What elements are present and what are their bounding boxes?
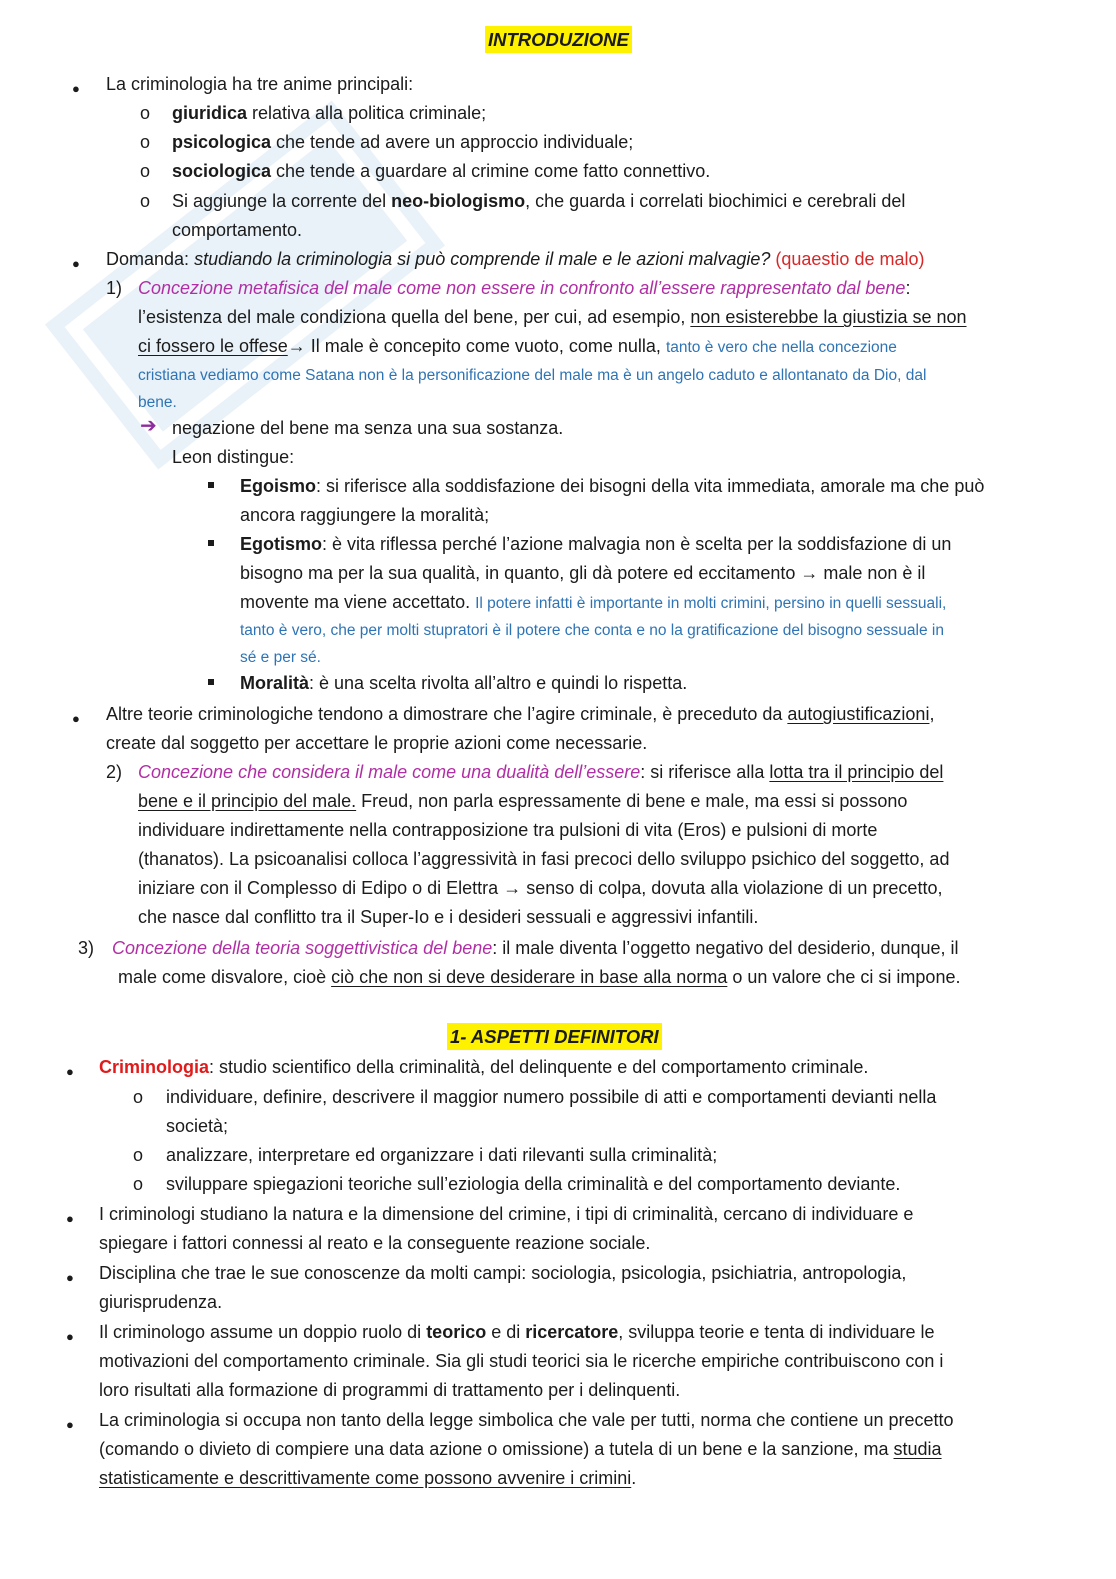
concept-2-heading: Concezione che considera il male come una dualità dell’essere: si riferisce alla lotta tra il principio del [138,762,944,782]
altre-teorie: Altre teorie criminologiche tendono a dimostrare che l’agire criminale, è preceduto da autogiustificazioni, [106,704,935,724]
arrow-icon: → [800,563,819,583]
concept-3-heading: Concezione della teoria soggettivistica del bene: il male diventa l’oggetto negativo del desiderio, dunque, il [112,938,959,958]
circle-bullet-icon: o [140,103,151,123]
list-number: 2) [106,762,123,782]
concept-1-note: bene. [138,394,177,411]
concept-1-heading: Concezione metafisica del male come non essere in confronto all’essere rappresentato dal bene: [138,278,911,298]
bullet-icon: ● [72,256,80,271]
concept-2-text: che nasce dal conflitto tra il Super-Io e i desideri sessuali e aggressivi infantili. [138,907,759,927]
square-bullet-icon [208,482,214,488]
criminologia-sub-1: individuare, definire, descrivere il maggior numero possibile di atti e comportamenti devianti nella [166,1087,937,1107]
bullet-icon: ● [72,81,80,96]
egoismo-item-cont: ancora raggiungere la moralità; [240,505,490,525]
legge-paragraph-cont: statisticamente e descrittivamente come possono avvenire i crimini. [99,1468,637,1488]
square-bullet-icon [208,540,214,546]
intro-item-anime: La criminologia ha tre anime principali: [106,74,414,94]
egotismo-note: tanto è vero, che per molti stupratori è il potere che conta e no la gratificazione del bisogno sessuale in [240,622,944,639]
criminologi-paragraph: I criminologi studiano la natura e la dimensione del crimine, i tipi di criminalità, cercano di individuare e [99,1204,914,1224]
section-1-title: 1- ASPETTI DEFINITORI [447,1023,662,1050]
concept-3-text: male come disvalore, cioè ciò che non si deve desiderare in base alla norma o un valore che ci si impone. [118,967,961,987]
concept-1-text: ci fossero le offese→ Il male è concepito come vuoto, come nulla, tanto è vero che nella concezione [138,336,897,356]
circle-bullet-icon: o [133,1145,144,1165]
egotismo-item-cont: movente ma viene accettato. Il potere infatti è importante in molti crimini, persino in quelli sessuali, [240,592,947,612]
altre-teorie-cont: create dal soggetto per accettare le proprie azioni come necessarie. [106,733,648,753]
list-number: 1) [106,278,123,298]
concept-1-text: l’esistenza del male condiziona quella del bene, per cui, ad esempio, non esisterebbe la giustizia se non [138,307,967,327]
criminologia-sub-3: sviluppare spiegazioni teoriche sull’eziologia della criminalità e del comportamento deviante. [166,1174,901,1194]
list-number: 3) [78,938,95,958]
arrow-icon: → [287,336,306,356]
circle-bullet-icon: o [140,161,151,181]
egoismo-item: Egoismo: si riferisce alla soddisfazione dei bisogni della vita immediata, amorale ma che può [240,476,985,496]
sub-item-neobiologismo-cont: comportamento. [172,220,303,240]
bullet-icon: ● [72,711,80,726]
egotismo-item-cont: bisogno ma per la sua qualità, in quanto, gli dà potere ed eccitamento → male non è il [240,563,926,583]
bullet-icon: ● [66,1064,74,1079]
legge-paragraph: La criminologia si occupa non tanto della legge simbolica che vale per tutti, norma che contiene un precetto [99,1410,954,1430]
concept-2-text: iniziare con il Complesso di Edipo o di Elettra → senso di colpa, dovuta alla violazione di un precetto, [138,878,943,898]
disciplina-paragraph-cont: giurisprudenza. [99,1292,223,1312]
sub-item-psicologica: psicologica che tende ad avere un approccio individuale; [172,132,634,152]
criminologo-paragraph-cont: loro risultati alla formazione di programmi di trattamento per i delinquenti. [99,1380,681,1400]
bullet-icon: ● [66,1417,74,1432]
disciplina-paragraph: Disciplina che trae le sue conoscenze da molti campi: sociologia, psicologia, psichiatria, antropologia, [99,1263,907,1283]
concept-1-negazione: negazione del bene ma senza una sua sostanza. [172,418,564,438]
bullet-icon: ● [66,1329,74,1344]
criminologi-paragraph-cont: spiegare i fattori connessi al reato e la conseguente reazione sociale. [99,1233,651,1253]
concept-2-text: individuare indirettamente nella contrapposizione tra pulsioni di vita (Eros) e pulsioni di morte [138,820,878,840]
square-bullet-icon [208,679,214,685]
criminologia-sub-2: analizzare, interpretare ed organizzare i dati rilevanti sulla criminalità; [166,1145,718,1165]
leon-distingue: Leon distingue: [172,447,295,467]
concept-2-text: bene e il principio del male. Freud, non parla espressamente di bene e male, ma essi si possono [138,791,908,811]
circle-bullet-icon: o [140,132,151,152]
sub-item-sociologica: sociologica che tende a guardare al crimine come fatto connettivo. [172,161,711,181]
concept-1-note: cristiana vediamo come Satana non è la personificazione del male ma è un angelo caduto e allontanato da Dio, dal [138,367,927,384]
bullet-icon: ● [66,1270,74,1285]
criminologo-paragraph: Il criminologo assume un doppio ruolo di teorico e di ricercatore, sviluppa teorie e tenta di individuare le [99,1322,935,1342]
legge-paragraph-cont: (comando o divieto di compiere una data azione o omissione) a tutela di un bene e la sanzione, ma studia [99,1439,942,1459]
circle-bullet-icon: o [133,1174,144,1194]
right-arrow-icon: ➔ [140,415,157,437]
moralita-item: Moralità: è una scelta rivolta all’altro e quindi lo rispetta. [240,673,688,693]
egotismo-note: sé e per sé. [240,649,321,666]
criminologia-sub-1-cont: società; [166,1116,229,1136]
criminologo-paragraph-cont: motivazioni del comportamento criminale. Sia gli studi teorici sia le ricerche empiriche contribuiscono con i [99,1351,944,1371]
criminologia-definition: Criminologia: studio scientifico della criminalità, del delinquente e del comportamento criminale. [99,1057,869,1077]
circle-bullet-icon: o [133,1087,144,1107]
sub-item-neobiologismo: Si aggiunge la corrente del neo-biologismo, che guarda i correlati biochimici e cerebrali del [172,191,906,211]
intro-title: INTRODUZIONE [485,26,632,53]
concept-2-text: (thanatos). La psicoanalisi colloca l’aggressività in fasi precoci dello sviluppo psichico del soggetto, ad [138,849,950,869]
egotismo-item: Egotismo: è vita riflessa perché l’azione malvagia non è scelta per la soddisfazione di un [240,534,952,554]
circle-bullet-icon: o [140,191,151,211]
arrow-icon: → [503,878,522,898]
bullet-icon: ● [66,1211,74,1226]
sub-item-giuridica: giuridica relativa alla politica criminale; [172,103,487,123]
question-domanda: Domanda: studiando la criminologia si può comprende il male e le azioni malvagie? (quaestio de malo) [106,249,925,269]
